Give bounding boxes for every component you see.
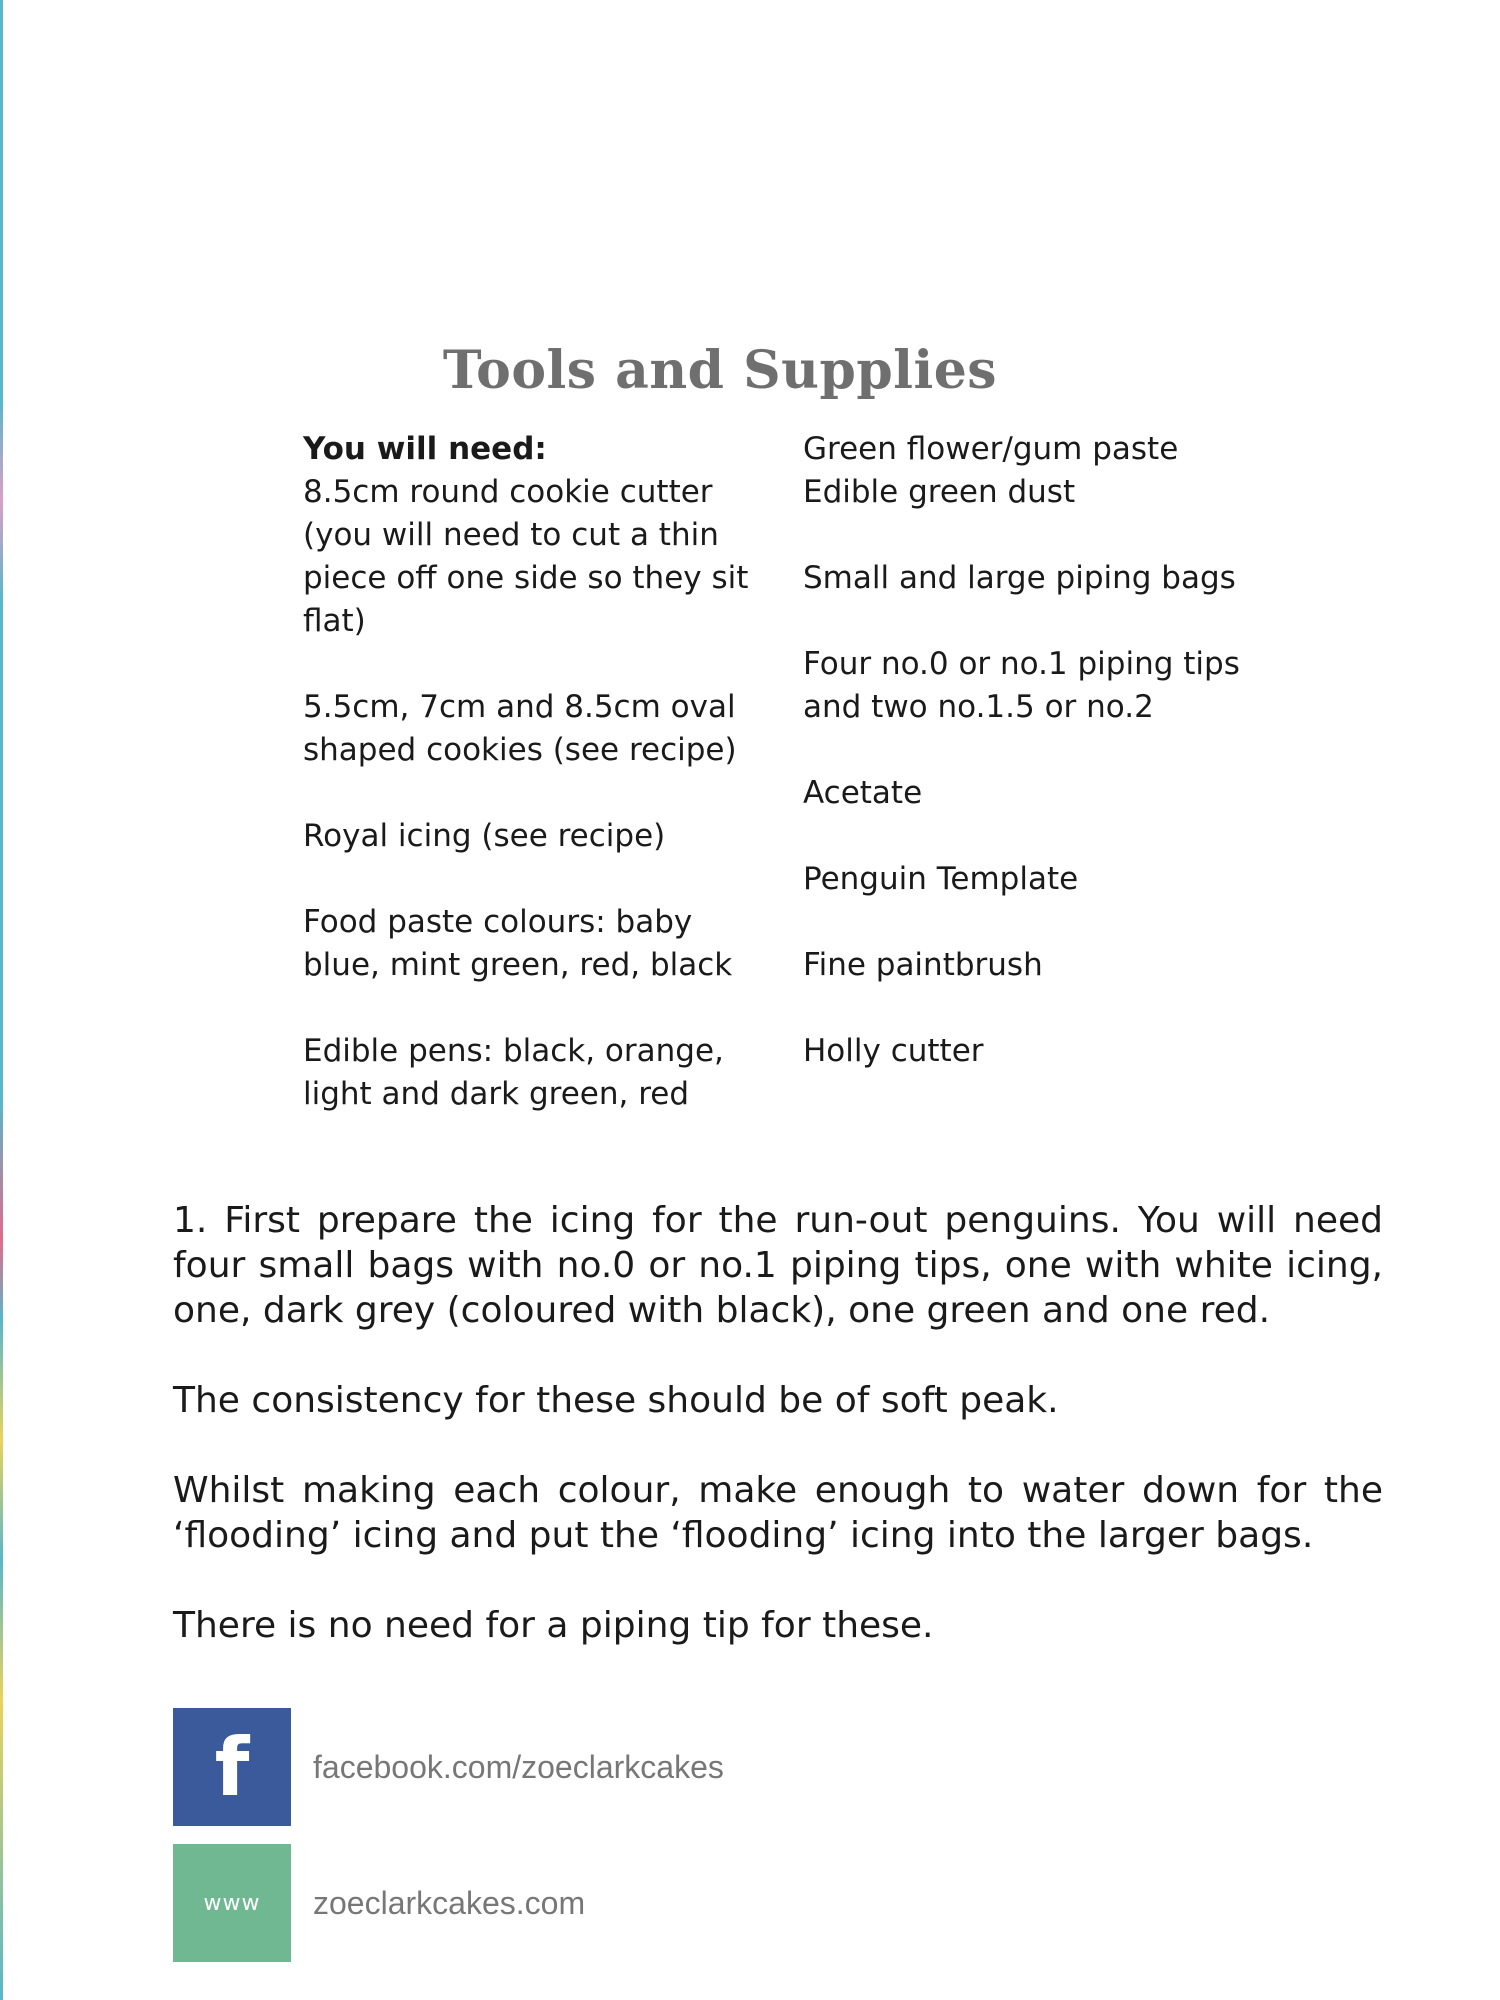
- supply-text: 8.5cm round cookie cutter (you will need to cut a thin piece off one side so they sit flat): [303, 474, 749, 639]
- supply-item: Holly cutter: [803, 1033, 984, 1069]
- website-url[interactable]: zoeclarkcakes.com: [313, 1884, 586, 1921]
- supply-item: Edible green dust: [803, 474, 1076, 510]
- supply-item: Royal icing (see recipe): [303, 818, 666, 854]
- instruction-paragraph: 1. First prepare the icing for the run-out penguins. You will need four small bags with no.0 or no.1 piping tips, one with white icing, one, dark grey (coloured with black), one green and one red.: [173, 1200, 1383, 1331]
- supply-item: Four no.0 or no.1 piping tips and two no.1.5 or no.2: [803, 646, 1240, 725]
- supply-item: Fine paintbrush: [803, 947, 1043, 983]
- facebook-icon: [173, 1708, 291, 1826]
- facebook-glyph: f: [214, 1720, 250, 1814]
- you-will-need-heading: You will need:: [303, 431, 547, 467]
- supply-item: Food paste colours: baby blue, mint green, red, black: [303, 904, 733, 983]
- facebook-link[interactable]: [173, 1708, 724, 1826]
- instructions: [173, 1198, 1383, 1693]
- website-link[interactable]: [173, 1844, 585, 1962]
- supply-item: Edible pens: black, orange, light and dark green, red: [303, 1033, 724, 1112]
- supply-item: Acetate: [803, 775, 923, 811]
- www-icon: [173, 1844, 291, 1962]
- supplies-left-column: [303, 428, 773, 1159]
- supply-item: Small and large piping bags: [803, 560, 1236, 596]
- page-title: Tools and Supplies: [442, 339, 998, 401]
- supplies-right-column: [803, 428, 1283, 1116]
- supply-item: 5.5cm, 7cm and 8.5cm oval shaped cookies (see recipe): [303, 689, 737, 768]
- facebook-url[interactable]: facebook.com/zoeclarkcakes: [313, 1748, 724, 1785]
- supply-item: [303, 428, 773, 643]
- www-glyph: www: [203, 1890, 261, 1916]
- instruction-paragraph: Whilst making each colour, make enough to water down for the ‘flooding’ icing and put the ‘flooding’ icing into the larger bags.: [173, 1470, 1383, 1556]
- instruction-paragraph: The consistency for these should be of soft peak.: [173, 1380, 1059, 1421]
- page-edge-strip: [0, 0, 3, 2000]
- supply-item: Green flower/gum paste: [803, 431, 1179, 467]
- supply-item: Penguin Template: [803, 861, 1079, 897]
- instruction-paragraph: There is no need for a piping tip for these.: [173, 1605, 934, 1646]
